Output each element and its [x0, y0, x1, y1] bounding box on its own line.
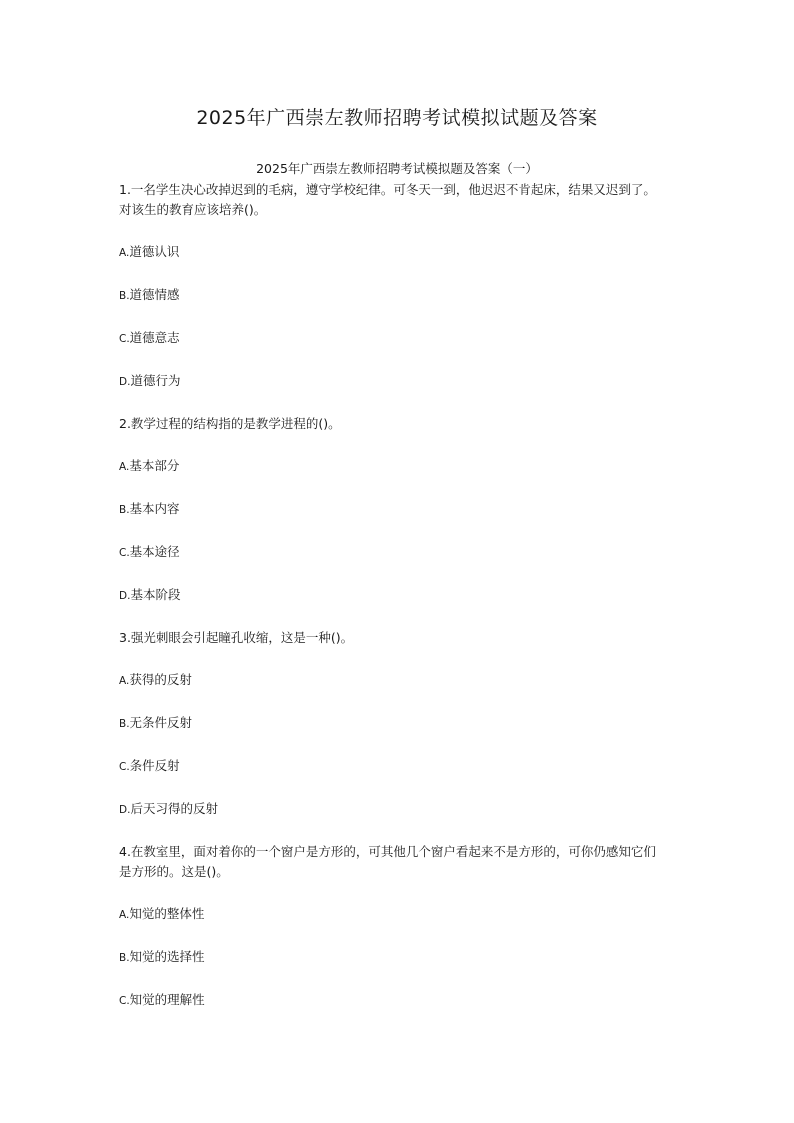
option-letter: C.: [119, 995, 130, 1007]
option-text: 道德认识: [129, 244, 180, 259]
option-text: 条件反射: [129, 758, 180, 773]
option-letter: C.: [119, 333, 130, 345]
option-3d: [119, 799, 667, 820]
option-4c: [119, 990, 667, 1011]
option-letter: B.: [119, 952, 130, 964]
question-2: 2.教学过程的结构指的是教学进程的()。: [119, 416, 341, 431]
option-letter: A.: [119, 675, 130, 687]
option-text: 基本部分: [129, 458, 180, 473]
option-2c: [119, 542, 667, 563]
question-3: 3.强光刺眼会引起瞳孔收缩，这是一种()。: [119, 630, 354, 645]
option-text: 基本途径: [129, 544, 180, 559]
option-1a: [119, 242, 667, 263]
option-3c: [119, 756, 667, 777]
option-letter: B.: [119, 290, 130, 302]
option-3b: [119, 713, 667, 734]
option-2b: [119, 499, 667, 520]
option-letter: C.: [119, 761, 130, 773]
option-3a: [119, 670, 667, 691]
option-1c: [119, 328, 667, 349]
question-4: 4.在教室里，面对着你的一个窗户是方形的，可其他几个窗户看起来不是方形的，可你仍感知它们是方形的。这是()。: [119, 844, 656, 879]
option-letter: D.: [119, 590, 131, 602]
option-letter: A.: [119, 909, 130, 921]
option-letter: B.: [119, 504, 130, 516]
option-text: 知觉的选择性: [129, 949, 205, 964]
option-1b: [119, 285, 667, 306]
option-letter: D.: [119, 804, 131, 816]
option-text: 基本阶段: [130, 587, 181, 602]
option-text: 获得的反射: [129, 672, 192, 687]
option-4b: [119, 947, 667, 968]
option-letter: B.: [119, 718, 130, 730]
option-text: 后天习得的反射: [130, 801, 218, 816]
document-subtitle: 2025年广西崇左教师招聘考试模拟题及答案（一）: [256, 161, 538, 176]
question-1: 1.一名学生决心改掉迟到的毛病，遵守学校纪律。可冬天一到，他迟迟不肯起床，结果又迟到了。对该生的教育应该培养()。: [119, 182, 656, 217]
option-text: 道德意志: [129, 330, 180, 345]
option-2a: [119, 456, 667, 477]
option-text: 道德情感: [129, 287, 180, 302]
question-list: [119, 180, 667, 1011]
option-text: 知觉的整体性: [129, 906, 205, 921]
option-1d: [119, 371, 667, 392]
option-letter: C.: [119, 547, 130, 559]
option-text: 基本内容: [129, 501, 180, 516]
option-text: 知觉的理解性: [129, 992, 205, 1007]
option-text: 道德行为: [130, 373, 181, 388]
option-text: 无条件反射: [129, 715, 193, 730]
option-4a: [119, 904, 667, 925]
document-title: 2025年广西崇左教师招聘考试模拟试题及答案: [196, 107, 598, 129]
option-letter: A.: [119, 247, 130, 259]
option-letter: A.: [119, 461, 130, 473]
option-letter: D.: [119, 376, 131, 388]
option-2d: [119, 585, 667, 606]
